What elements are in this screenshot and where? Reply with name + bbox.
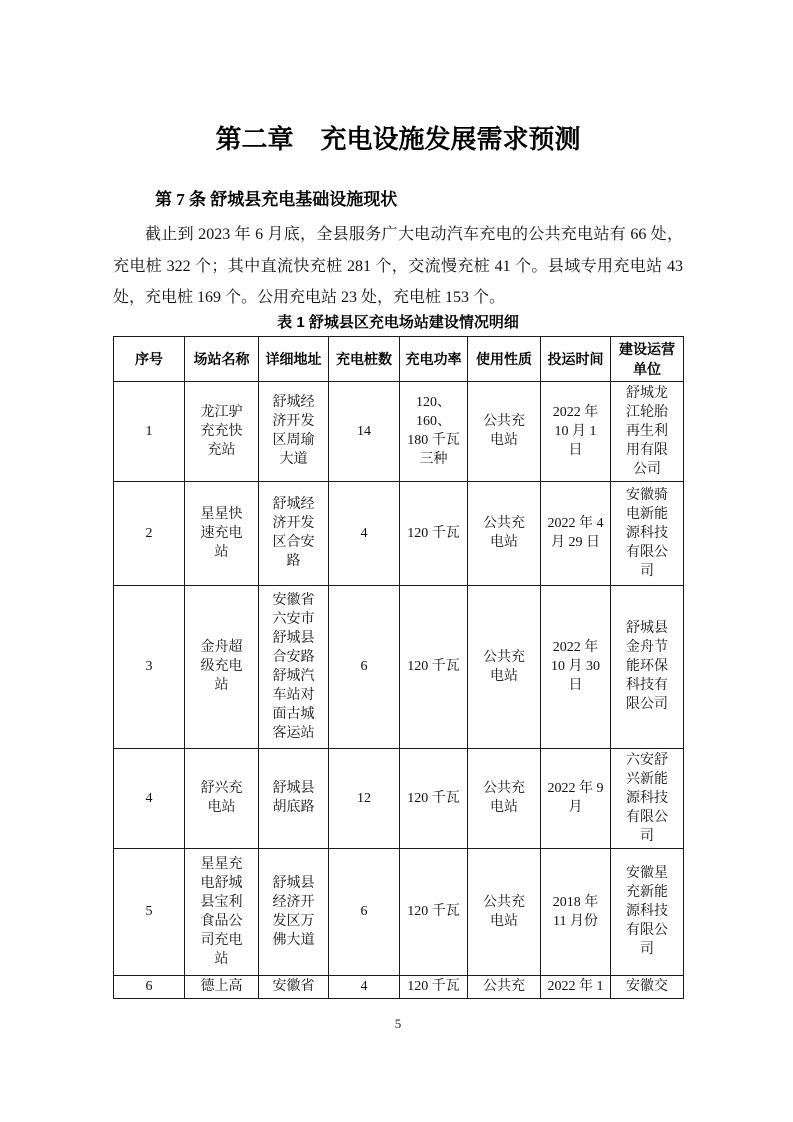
column-header: 投运时间: [541, 336, 611, 381]
table-row: [114, 748, 684, 848]
table-cell: 公共充: [468, 975, 541, 998]
table-header-row: [114, 336, 684, 381]
table-cell: 金舟超级充电站: [185, 585, 259, 748]
table-cell: 舒城经济开发区周瑜大道: [259, 381, 329, 481]
table-row: [114, 381, 684, 481]
table-cell: 14: [329, 381, 400, 481]
table-cell: 安徽省: [259, 975, 329, 998]
column-header: 建设运营单位: [611, 336, 684, 381]
table-cell: 2018 年 11 月份: [541, 848, 611, 975]
table-cell: 3: [114, 585, 185, 748]
page-number: 5: [394, 1015, 402, 1031]
table-row: [114, 975, 684, 998]
table-row: [114, 481, 684, 585]
table-cell: 6: [114, 975, 185, 998]
column-header: 充电桩数: [329, 336, 400, 381]
charging-stations-table: [113, 336, 684, 999]
table-cell: 公共充电站: [468, 381, 541, 481]
table-cell: 龙江驴充充快充站: [185, 381, 259, 481]
table-cell: 公共充电站: [468, 481, 541, 585]
table-cell: 12: [329, 748, 400, 848]
table-cell: 舒城县经济开发区万佛大道: [259, 848, 329, 975]
table-cell: 2022 年 1: [541, 975, 611, 998]
table-cell: 1: [114, 381, 185, 481]
table-cell: 4: [114, 748, 185, 848]
table-cell: 公共充电站: [468, 848, 541, 975]
table-cell: 2: [114, 481, 185, 585]
table-caption: 表 1 舒城县区充电场站建设情况明细: [277, 313, 519, 331]
table-cell: 安徽星充新能源科技有限公司: [611, 848, 684, 975]
table-cell: 舒城县胡底路: [259, 748, 329, 848]
table-cell: 2022 年 10 月 1 日: [541, 381, 611, 481]
table-cell: 120 千瓦: [400, 748, 468, 848]
table-cell: 2022 年 9 月: [541, 748, 611, 848]
table-cell: 舒城经济开发区合安路: [259, 481, 329, 585]
table-cell: 5: [114, 848, 185, 975]
column-header: 序号: [114, 336, 185, 381]
table-cell: 安徽骑电新能源科技有限公司: [611, 481, 684, 585]
column-header: 场站名称: [185, 336, 259, 381]
column-header: 使用性质: [468, 336, 541, 381]
table-cell: 舒城县金舟节能环保科技有限公司: [611, 585, 684, 748]
table-cell: 120 千瓦: [400, 975, 468, 998]
table-cell: 2022 年 4 月 29 日: [541, 481, 611, 585]
table-row: [114, 848, 684, 975]
table-cell: 6: [329, 585, 400, 748]
table-cell: 2022 年 10 月 30 日: [541, 585, 611, 748]
table-cell: 4: [329, 975, 400, 998]
table-cell: 德上高: [185, 975, 259, 998]
chapter-title: 充电设施发展需求预测: [320, 124, 581, 154]
table-cell: 公共充电站: [468, 585, 541, 748]
table-cell: 舒城龙江轮胎再生利用有限公司: [611, 381, 684, 481]
table-cell: 4: [329, 481, 400, 585]
table-cell: 6: [329, 848, 400, 975]
table-row: [114, 585, 684, 748]
table-cell: 120、160、180 千瓦三种: [400, 381, 468, 481]
table-cell: 120 千瓦: [400, 481, 468, 585]
section-heading: 第 7 条 舒城县充电基础设施现状: [155, 190, 398, 209]
table-cell: 120 千瓦: [400, 848, 468, 975]
table-cell: 120 千瓦: [400, 585, 468, 748]
table-cell: 公共充电站: [468, 748, 541, 848]
intro-paragraph: 截止到 2023 年 6 月底，全县服务广大电动汽车充电的公共充电站有 66 处，充电桩 322 个；其中直流快充桩 281 个，交流慢充桩 41 个。县域专用充电站 43 处，充电桩 169 个。公用充电站 23 处，充电桩 153 个。: [113, 226, 683, 307]
table-cell: 星星快速充电站: [185, 481, 259, 585]
chapter-label: 第二章: [215, 124, 294, 154]
column-header: 详细地址: [259, 336, 329, 381]
column-header: 充电功率: [400, 336, 468, 381]
table-cell: 六安舒兴新能源科技有限公司: [611, 748, 684, 848]
chapter-heading: [113, 124, 683, 154]
table-cell: 星星充电舒城县宝利食品公司充电站: [185, 848, 259, 975]
table-cell: 舒兴充电站: [185, 748, 259, 848]
table-cell: 安徽省六安市舒城县合安路舒城汽车站对面古城客运站: [259, 585, 329, 748]
table-cell: 安徽交: [611, 975, 684, 998]
